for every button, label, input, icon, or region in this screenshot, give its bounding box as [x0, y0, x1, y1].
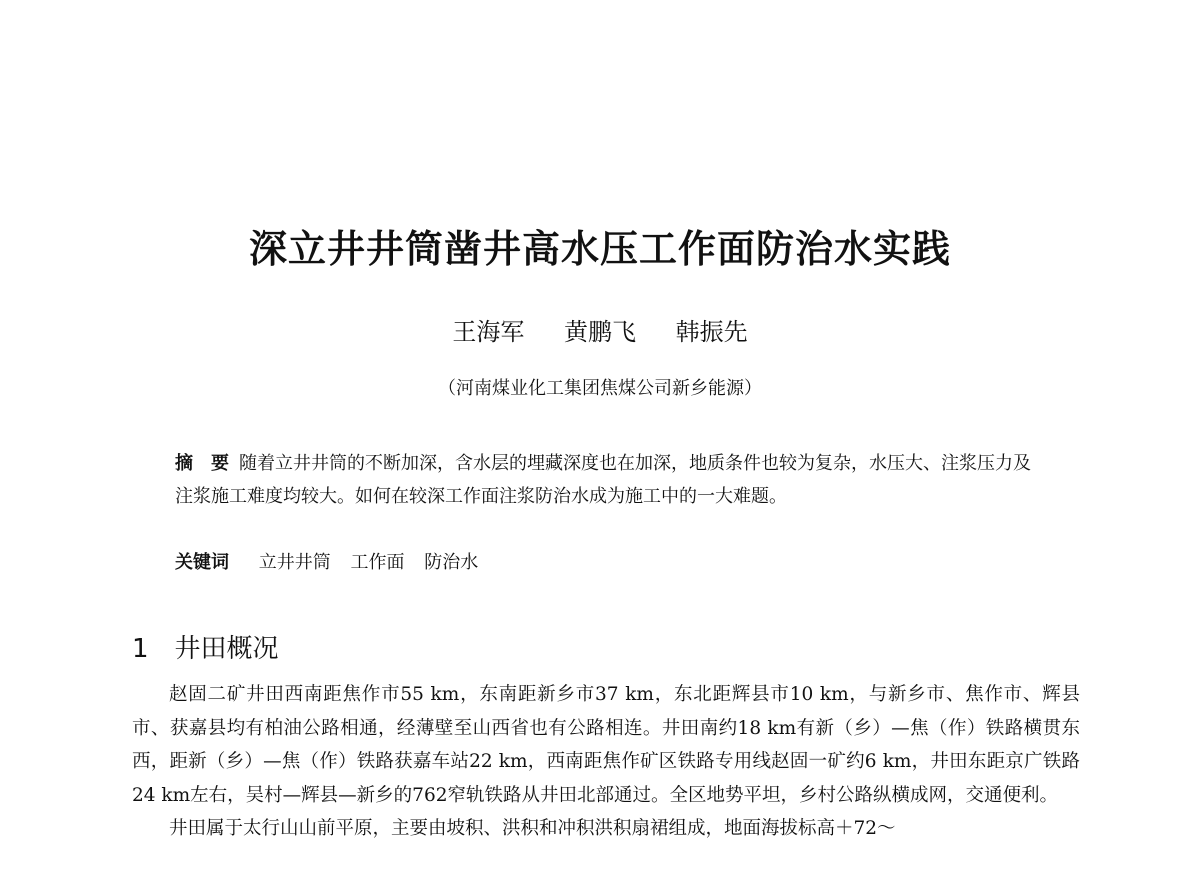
abstract-label: 摘 要 [175, 453, 229, 474]
section-heading [132, 628, 279, 665]
keywords-block [175, 548, 478, 574]
author-name: 王海军 [452, 318, 525, 346]
keyword: 工作面 [350, 552, 405, 573]
section-title: 井田概况 [174, 634, 279, 664]
paper-title: 深立井井筒凿井高水压工作面防治水实践 [248, 226, 951, 271]
abstract-text: 随着立井井筒的不断加深，含水层的埋藏深度也在加深，地质条件也较为复杂，水压大、注浆压力及注浆施工难度均较大。如何在较深工作面注浆防治水成为施工中的一大难题。 [175, 453, 1031, 507]
affiliation: （河南煤业化工集团焦煤公司新乡能源） [438, 378, 762, 399]
section-number: 1 [132, 634, 149, 664]
body-text [132, 678, 1080, 846]
author-name: 黄鹏飞 [564, 318, 636, 346]
keywords-label: 关键词 [175, 552, 229, 573]
paragraph: 赵固二矿井田西南距焦作市55 km，东南距新乡市37 km，东北距辉县市10 km，与新乡市、焦作市、辉县市、获嘉县均有柏油公路相通，经薄壁至山西省也有公路相连。井田南约18 km有新（乡）—焦（作）铁路横贯东西，距新（乡）—焦（作）铁路获嘉车站22 km，西南距焦作矿区铁路专用线赵固一矿约6 km，井田东距京广铁路24 km左右，吴村—辉县—新乡的762窄轨铁路从井田北部通过。全区地势平坦，乡村公路纵横成网，交通便利。 [132, 684, 1080, 806]
author-list [0, 312, 1200, 347]
abstract-block [175, 447, 1045, 513]
keyword: 防治水 [424, 552, 479, 573]
keyword: 立井井筒 [258, 552, 331, 573]
author-name: 韩振先 [675, 318, 748, 346]
paragraph: 井田属于太行山山前平原，主要由坡积、洪积和冲积洪积扇裙组成，地面海拔标高＋72～ [169, 818, 896, 839]
